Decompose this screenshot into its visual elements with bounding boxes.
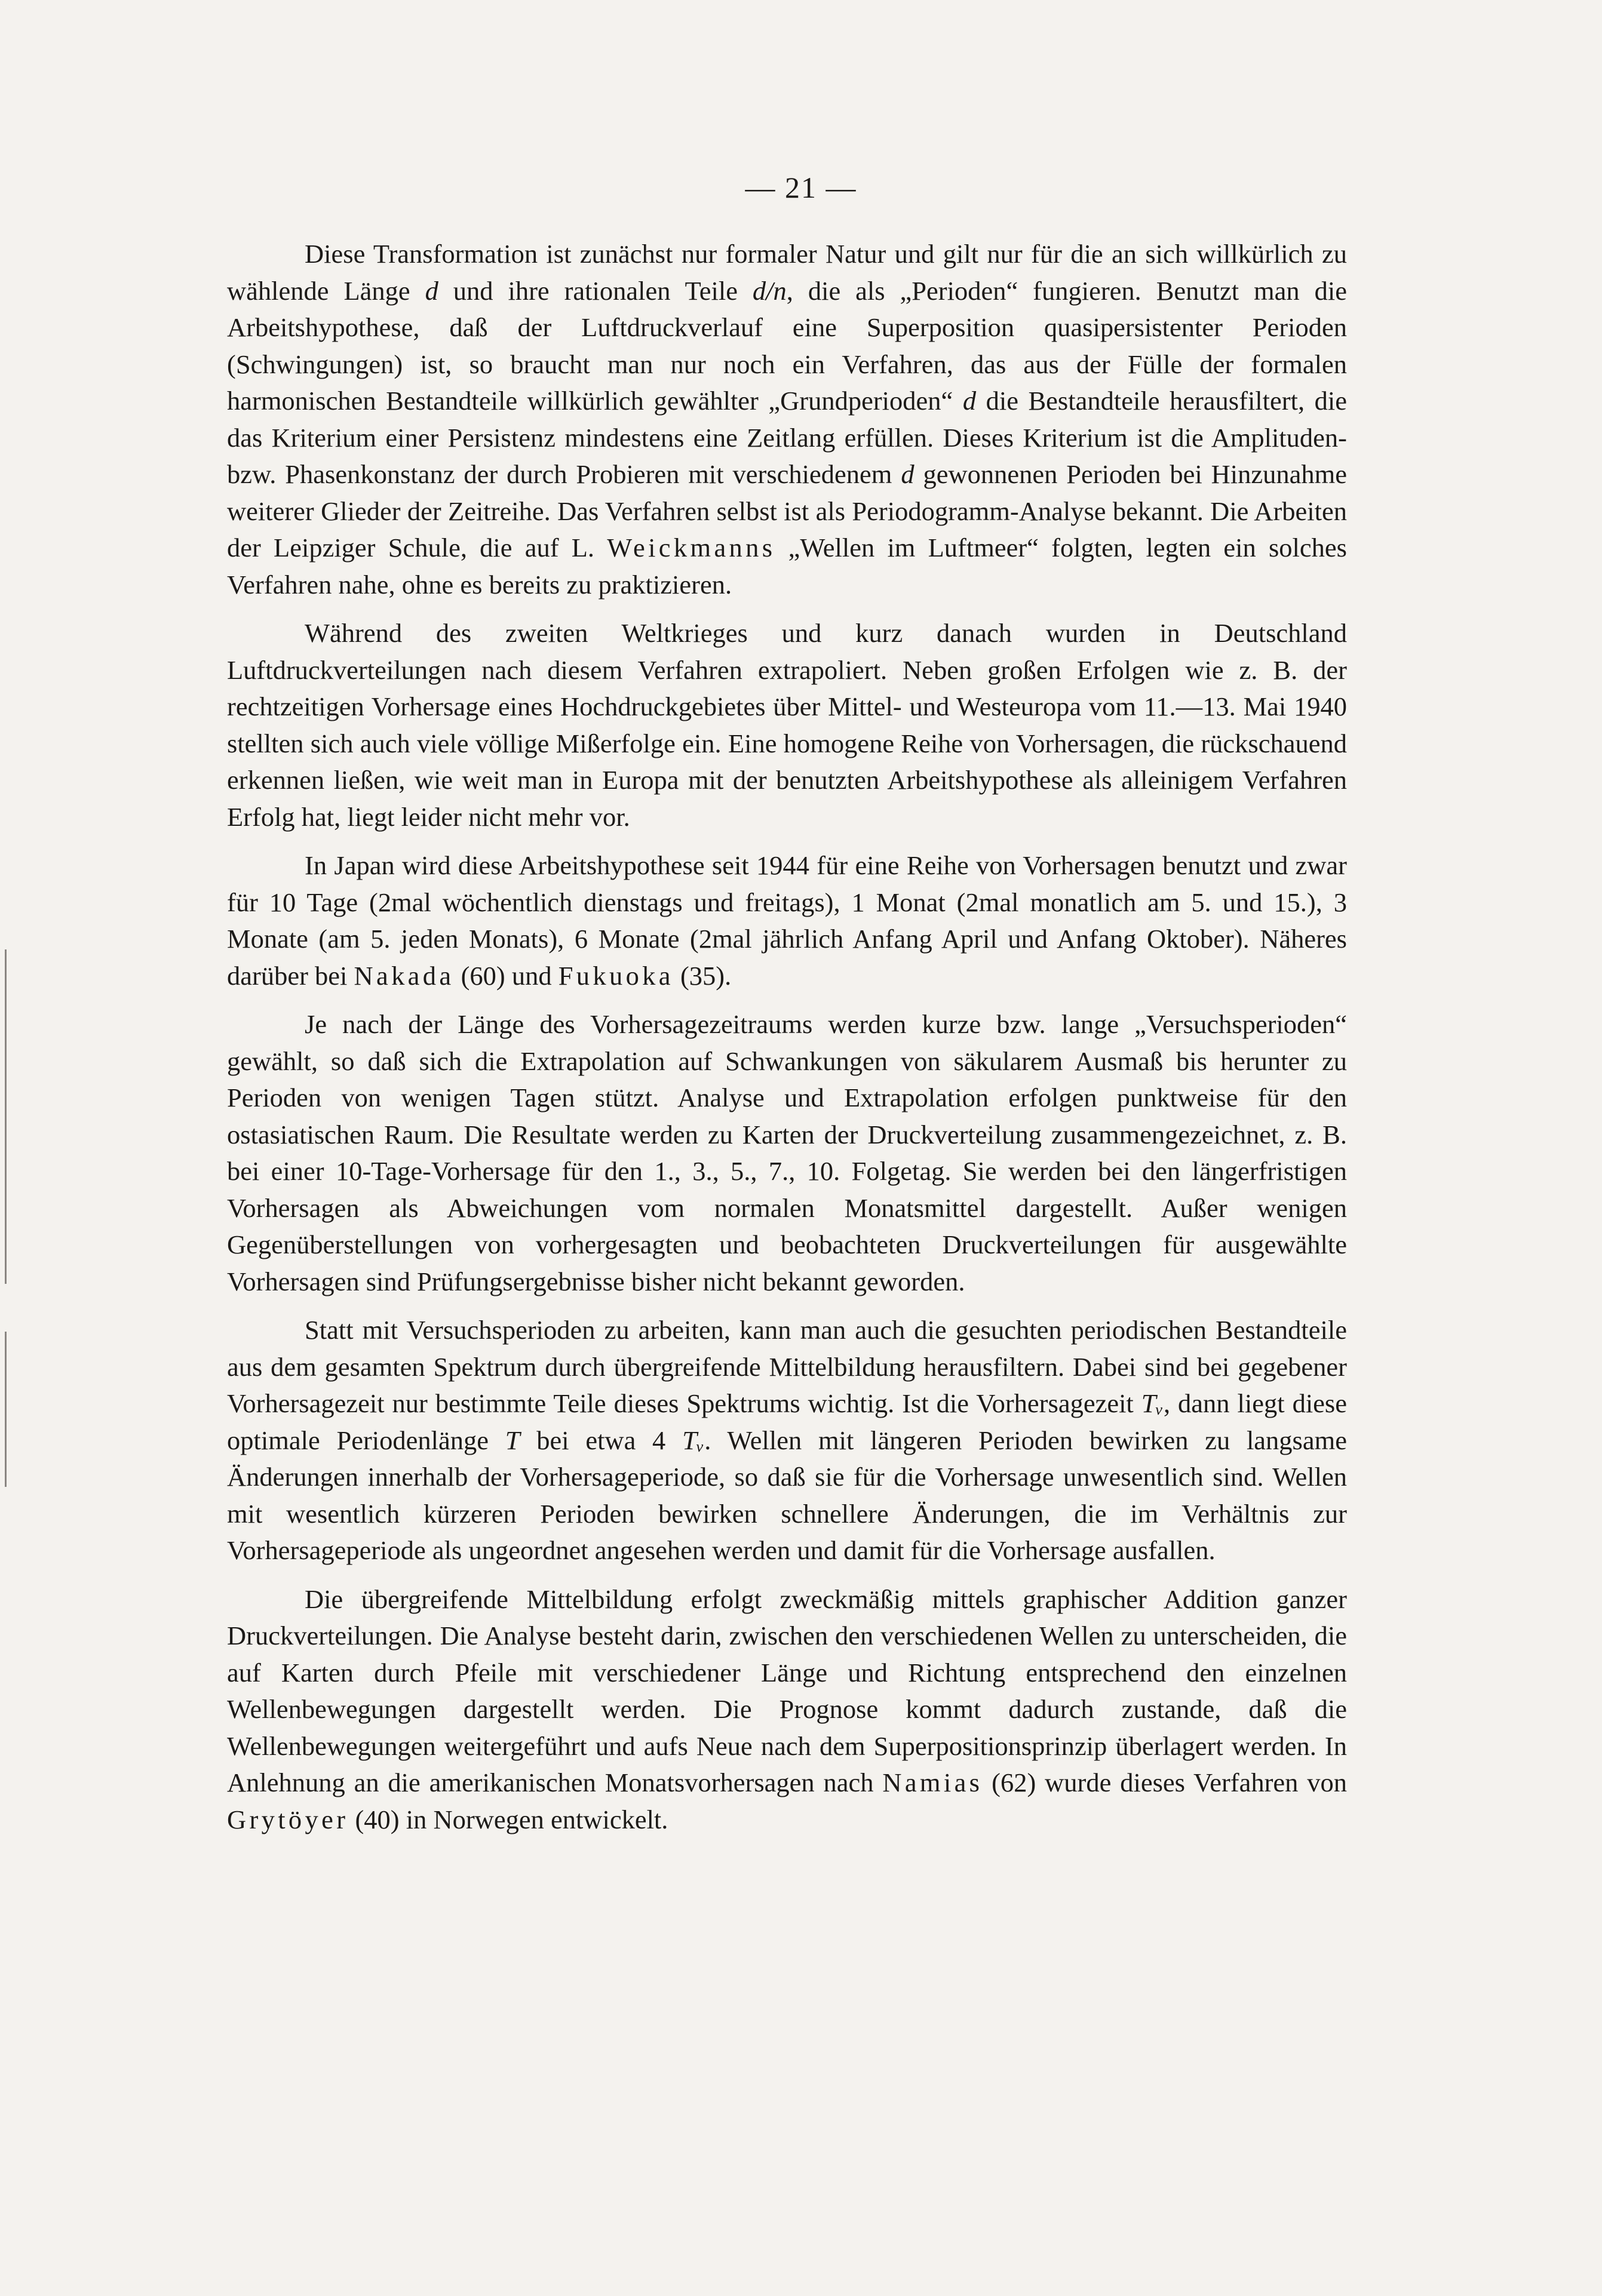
author-name: Weickmanns — [607, 533, 776, 563]
paragraph-1: Diese Transformation ist zunächst nur formaler Natur und gilt nur für die an sich willkürlich zu wählende Länge d und ihre rationalen Teile d/n, die als „Perioden“ fungieren. Benutzt man die Arbeitshypothese, daß der Luftdruckverlauf eine Superposition quasipersistenter Perioden (Schwingungen) ist, so braucht man nur noch ein Verfahren, das aus der Fülle der formalen harmonischen Bestandteile willkürlich gewählter „Grundperioden“ d die Bestandteile herausfiltert, die das Kriterium einer Persistenz mindestens eine Zeitlang erfüllen. Dieses Kriterium ist die Amplituden- bzw. Phasenkonstanz der durch Probieren mit verschiedenem d gewonnenen Perioden bei Hinzunahme weiterer Glieder der Zeitreihe. Das Verfahren selbst ist als Periodogramm-Analyse bekannt. Die Arbeiten der Leipziger Schule, die auf L. Weickmanns „Wellen im Luftmeer“ folgten, legten ein solches Verfahren nahe, ohne es bereits zu praktizieren. — [227, 239, 1347, 600]
author-name: Grytöyer — [227, 1804, 349, 1834]
author-name: Nakada — [354, 960, 455, 991]
math-d: d — [901, 459, 914, 489]
math-T-v: Tᵥ — [1141, 1388, 1164, 1418]
author-name: Fukuoka — [558, 960, 674, 991]
paragraph-5: Statt mit Versuchsperioden zu arbeiten, kann man auch die gesuchten periodischen Bestandteile aus dem gesamten Spektrum durch übergreifende Mittelbildung herausfiltern. Dabei sind bei gegebener Vorhersagezeit nur bestimmte Teile dieses Spektrums wichtig. Ist die Vorhersagezeit Tᵥ, dann liegt diese optimale Periodenlänge T bei etwa 4 Tᵥ. Wellen mit längeren Perioden bewirken zu langsame Änderungen innerhalb der Vorhersageperiode, so daß sie für die Vorhersage unwesentlich sind. Wellen mit wesentlich kürzeren Perioden bewirken schnellere Änderungen, die im Verhältnis zur Vorhersageperiode als ungeordnet angesehen werden und damit für die Vorhersage ausfallen. — [227, 1315, 1347, 1565]
math-d-over-n: d/n — [752, 275, 787, 306]
paragraph-2: Während des zweiten Weltkrieges und kurz danach wurden in Deutschland Luftdruckverteilungen nach diesem Verfahren extrapoliert. Neben großen Erfolgen wie z. B. der rechtzeitigen Vorhersage eines Hochdruckgebietes über Mittel- und Westeuropa vom 11.—13. Mai 1940 stellten sich auch viele völlige Mißerfolge ein. Eine homogene Reihe von Vorhersagen, die rückschauend erkennen ließen, wie weit man in Europa mit der benutzten Arbeitshypothese als alleinigem Verfahren Erfolg hat, liegt leider nicht mehr vor. — [227, 618, 1347, 832]
margin-scan-line-lower — [5, 1332, 7, 1487]
margin-scan-line — [5, 949, 7, 1284]
math-T-v: Tᵥ — [682, 1425, 705, 1455]
paragraph-6: Die übergreifende Mittelbildung erfolgt zweckmäßig mittels graphischer Addition ganzer Druckverteilungen. Die Analyse besteht darin, zwischen den verschiedenen Wellen zu unterscheiden, die auf Karten durch Pfeile mit verschiedener Länge und Richtung entsprechend den einzelnen Wellenbewegungen dargestellt werden. Die Prognose kommt dadurch zustande, daß die Wellenbewegungen weitergeführt und aufs Neue nach dem Superpositionsprinzip überlagert werden. In Anlehnung an die amerikanischen Monatsvorhersagen nach Namias (62) wurde dieses Verfahren von Grytöyer (40) in Norwegen entwickelt. — [227, 1584, 1347, 1834]
math-d: d — [962, 386, 977, 416]
page-number: — 21 — — [745, 171, 857, 204]
paragraph-3: In Japan wird diese Arbeitshypothese seit 1944 für eine Reihe von Vorhersagen benutzt und zwar für 10 Tage (2mal wöchentlich dienstags und freitags), 1 Monat (2mal monatlich am 5. und 15.), 3 Monate (am 5. jeden Monats), 6 Monate (2mal jährlich Anfang April und Anfang Oktober). Näheres darüber bei Nakada (60) und Fukuoka (35). — [227, 850, 1347, 991]
author-name: Namias — [882, 1768, 983, 1797]
body-text — [227, 236, 1347, 1850]
math-T: T — [505, 1425, 520, 1455]
math-d: d — [425, 275, 438, 306]
paragraph-4: Je nach der Länge des Vorhersagezeitraums werden kurze bzw. lange „Versuchsperioden“ gewählt, so daß sich die Extrapolation auf Schwankungen von säkularem Ausmaß bis herunter zu Perioden von wenigen Tagen stützt. Analyse und Extrapolation erfolgen punktweise für den ostasiatischen Raum. Die Resultate werden zu Karten der Druckverteilung zusammengezeichnet, z. B. bei einer 10-Tage-Vorhersage für den 1., 3., 5., 7., 10. Folgetag. Sie werden bei den längerfristigen Vorhersagen als Abweichungen vom normalen Monatsmittel dargestellt. Außer wenigen Gegenüberstellungen von vorhergesagten und beobachteten Druckverteilungen für ausgewählte Vorhersagen sind Prüfungsergebnisse bisher nicht bekannt geworden. — [227, 1009, 1347, 1296]
